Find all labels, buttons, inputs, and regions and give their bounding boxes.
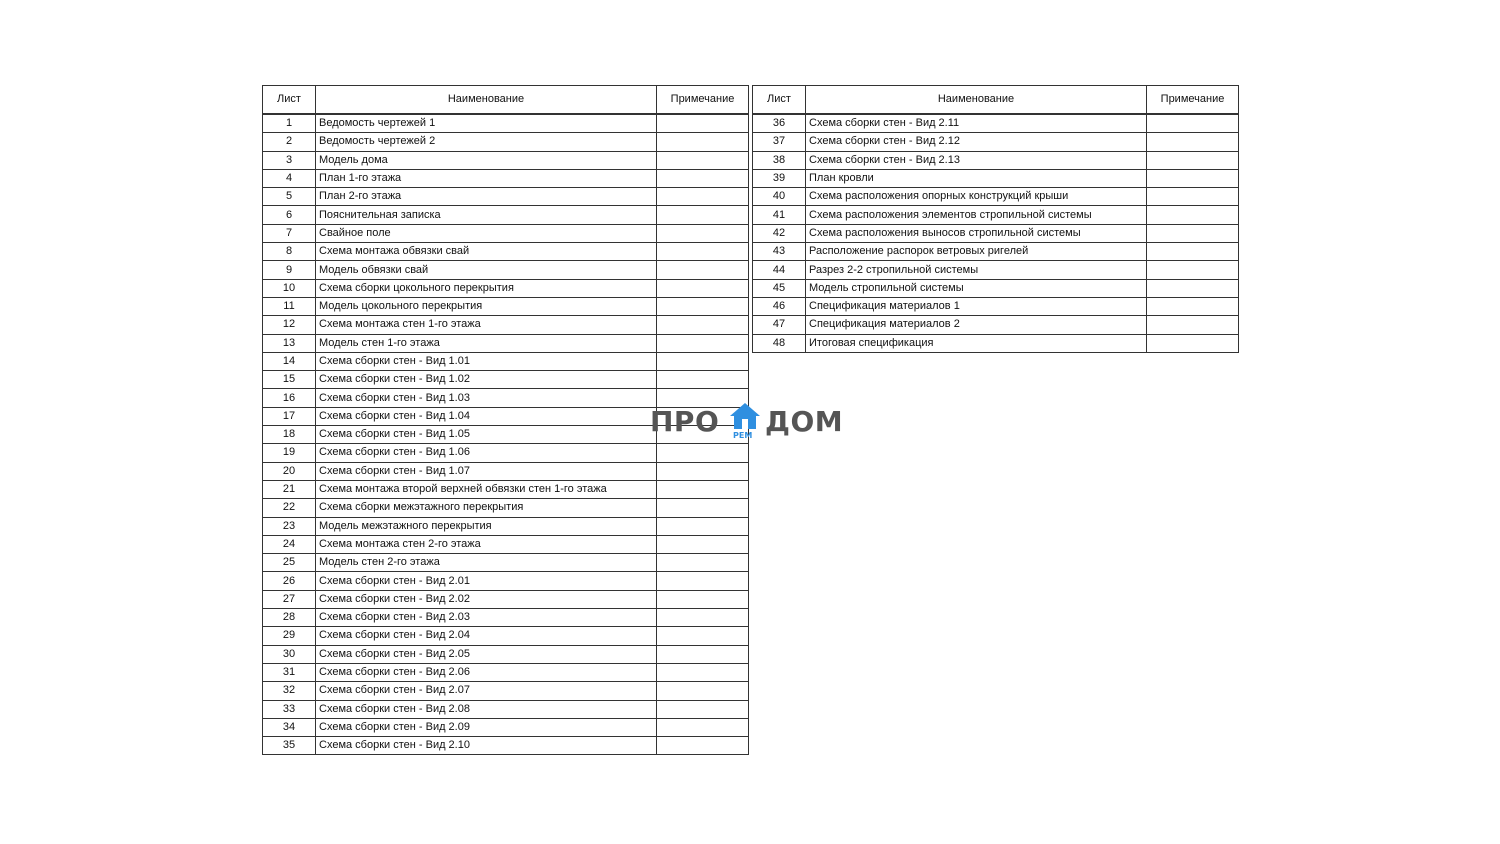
sheet-name-cell: Схема сборки стен - Вид 2.11 [806,114,1147,133]
table-row [263,151,749,169]
table-row [263,535,749,553]
sheet-name-cell: Схема монтажа второй верхней обвязки стен 1-го этажа [316,480,657,498]
sheet-name-cell: Модель цокольного перекрытия [316,297,657,315]
table-row [263,462,749,480]
sheet-note-cell [657,645,749,663]
table-header-row [753,86,1239,115]
sheet-name-cell: Схема расположения выносов стропильной системы [806,224,1147,242]
sheet-number-cell: 25 [263,554,316,572]
sheet-note-cell [1147,169,1239,187]
table-row [263,188,749,206]
sheet-number-cell: 44 [753,261,806,279]
table-row [263,737,749,755]
sheet-number-cell: 40 [753,188,806,206]
sheet-name-cell: Свайное поле [316,224,657,242]
table-row [753,114,1239,133]
sheet-name-cell: Схема сборки стен - Вид 1.05 [316,426,657,444]
sheet-note-cell [657,718,749,736]
table-row [263,499,749,517]
sheet-name-cell: Схема сборки стен - Вид 2.04 [316,627,657,645]
sheet-name-cell: Модель стен 1-го этажа [316,334,657,352]
sheet-note-cell [657,151,749,169]
sheet-name-cell: План 1-го этажа [316,169,657,187]
sheet-name-cell: Схема сборки стен - Вид 1.07 [316,462,657,480]
sheet-number-cell: 17 [263,407,316,425]
sheet-name-cell: Схема сборки стен - Вид 2.12 [806,133,1147,151]
sheet-name-cell: Ведомость чертежей 1 [316,114,657,133]
sheet-name-cell: Схема сборки стен - Вид 2.08 [316,700,657,718]
sheet-number-cell: 7 [263,224,316,242]
sheet-note-cell [1147,151,1239,169]
sheet-number-cell: 23 [263,517,316,535]
table-row [753,261,1239,279]
sheet-note-cell [1147,133,1239,151]
table-row [263,444,749,462]
sheet-name-cell: Расположение распорок ветровых ригелей [806,243,1147,261]
sheet-number-cell: 8 [263,243,316,261]
sheet-number-cell: 2 [263,133,316,151]
sheet-name-cell: Схема сборки стен - Вид 2.03 [316,609,657,627]
sheet-name-cell: Спецификация материалов 1 [806,297,1147,315]
sheet-name-cell: Модель дома [316,151,657,169]
sheet-name-cell: Схема сборки стен - Вид 2.06 [316,663,657,681]
sheet-number-cell: 34 [263,718,316,736]
table-row [263,572,749,590]
table-header-row [263,86,749,115]
sheet-name-cell: Схема расположения опорных конструкций крыши [806,188,1147,206]
table-row [263,243,749,261]
table-row [263,682,749,700]
sheet-number-cell: 26 [263,572,316,590]
sheet-name-cell: Схема сборки стен - Вид 2.09 [316,718,657,736]
sheet-number-cell: 13 [263,334,316,352]
sheet-name-cell: План кровли [806,169,1147,187]
sheet-number-cell: 24 [263,535,316,553]
sheet-note-cell [657,169,749,187]
table-row [753,279,1239,297]
sheet-note-cell [657,499,749,517]
sheet-name-cell: Схема монтажа обвязки свай [316,243,657,261]
sheet-number-cell: 22 [263,499,316,517]
sheet-note-cell [1147,224,1239,242]
sheet-note-cell [657,279,749,297]
sheet-name-cell: Схема сборки стен - Вид 2.02 [316,590,657,608]
sheet-number-cell: 39 [753,169,806,187]
table-row [263,297,749,315]
table-row [753,188,1239,206]
sheet-note-cell [657,133,749,151]
sheet-note-cell [657,206,749,224]
table-row [753,133,1239,151]
table-row [263,352,749,370]
table-row [263,261,749,279]
watermark-logo [650,402,850,442]
sheet-note-cell [657,535,749,553]
header-sheet: Лист [753,86,806,115]
sheet-note-cell [1147,114,1239,133]
table-row [753,334,1239,352]
sheet-name-cell: Схема сборки стен - Вид 2.13 [806,151,1147,169]
sheet-name-cell: Пояснительная записка [316,206,657,224]
sheet-note-cell [657,297,749,315]
table-row [263,224,749,242]
sheet-note-cell [1147,261,1239,279]
sheet-note-cell [1147,243,1239,261]
sheet-number-cell: 12 [263,316,316,334]
sheet-note-cell [657,261,749,279]
sheet-number-cell: 31 [263,663,316,681]
sheet-note-cell [657,609,749,627]
sheet-note-cell [657,700,749,718]
sheet-name-cell: План 2-го этажа [316,188,657,206]
sheet-number-cell: 37 [753,133,806,151]
sheet-name-cell: Схема монтажа стен 2-го этажа [316,535,657,553]
sheet-name-cell: Модель межэтажного перекрытия [316,517,657,535]
sheet-name-cell: Схема сборки стен - Вид 2.07 [316,682,657,700]
table-row [263,480,749,498]
sheet-number-cell: 1 [263,114,316,133]
table-row [263,206,749,224]
sheet-number-cell: 47 [753,316,806,334]
sheet-note-cell [657,737,749,755]
sheet-name-cell: Схема монтажа стен 1-го этажа [316,316,657,334]
sheet-note-cell [657,663,749,681]
sheet-name-cell: Схема сборки стен - Вид 2.05 [316,645,657,663]
sheet-name-cell: Схема сборки стен - Вид 1.01 [316,352,657,370]
header-note: Примечание [657,86,749,115]
header-sheet: Лист [263,86,316,115]
table-row [753,224,1239,242]
sheet-name-cell: Схема сборки цокольного перекрытия [316,279,657,297]
table-row [263,169,749,187]
sheet-number-cell: 14 [263,352,316,370]
sheet-note-cell [1147,279,1239,297]
sheet-number-cell: 35 [263,737,316,755]
sheet-number-cell: 41 [753,206,806,224]
table-row [753,316,1239,334]
sheet-note-cell [657,352,749,370]
sheet-note-cell [657,462,749,480]
sheet-number-cell: 43 [753,243,806,261]
sheet-number-cell: 11 [263,297,316,315]
watermark-text-right: ДОМ [765,405,844,438]
sheet-name-cell: Схема сборки стен - Вид 1.03 [316,389,657,407]
sheet-note-cell [657,444,749,462]
sheet-number-cell: 27 [263,590,316,608]
table-row [753,151,1239,169]
sheet-number-cell: 4 [263,169,316,187]
table-row [263,663,749,681]
header-note: Примечание [1147,86,1239,115]
sheet-note-cell [1147,188,1239,206]
table-row [263,645,749,663]
sheet-note-cell [1147,316,1239,334]
sheet-number-cell: 15 [263,371,316,389]
sheet-number-cell: 29 [263,627,316,645]
sheet-number-cell: 28 [263,609,316,627]
sheet-name-cell: Разрез 2-2 стропильной системы [806,261,1147,279]
sheet-number-cell: 19 [263,444,316,462]
sheet-name-cell: Модель обвязки свай [316,261,657,279]
sheet-number-cell: 33 [263,700,316,718]
sheet-number-cell: 30 [263,645,316,663]
table-row [753,243,1239,261]
table-row [263,554,749,572]
sheet-name-cell: Схема сборки стен - Вид 1.04 [316,407,657,425]
sheet-name-cell: Схема сборки стен - Вид 1.06 [316,444,657,462]
sheet-note-cell [1147,206,1239,224]
sheet-note-cell [657,114,749,133]
table-row [263,517,749,535]
sheet-note-cell [657,316,749,334]
sheet-name-cell: Модель стен 2-го этажа [316,554,657,572]
sheet-note-cell [657,572,749,590]
table-row [263,627,749,645]
table-row [263,590,749,608]
sheet-note-cell [1147,334,1239,352]
sheet-number-cell: 6 [263,206,316,224]
sheet-note-cell [657,480,749,498]
sheet-number-cell: 36 [753,114,806,133]
table-row [753,297,1239,315]
house-icon [729,402,761,430]
sheet-number-cell: 48 [753,334,806,352]
table-row [263,279,749,297]
sheet-name-cell: Схема сборки межэтажного перекрытия [316,499,657,517]
sheet-note-cell [657,334,749,352]
table-row [753,206,1239,224]
sheet-note-cell [657,627,749,645]
sheet-note-cell [657,682,749,700]
sheet-name-cell: Схема сборки стен - Вид 2.10 [316,737,657,755]
sheet-number-cell: 38 [753,151,806,169]
table-row [263,718,749,736]
sheet-number-cell: 45 [753,279,806,297]
sheet-name-cell: Схема сборки стен - Вид 2.01 [316,572,657,590]
sheet-note-cell [657,590,749,608]
sheet-number-cell: 21 [263,480,316,498]
header-name: Наименование [806,86,1147,115]
sheet-name-cell: Модель стропильной системы [806,279,1147,297]
sheet-note-cell [657,243,749,261]
sheet-note-cell [657,517,749,535]
sheet-number-cell: 16 [263,389,316,407]
sheet-note-cell [657,371,749,389]
watermark-subtext: РЕМ [733,431,753,440]
sheet-number-cell: 46 [753,297,806,315]
sheet-name-cell: Ведомость чертежей 2 [316,133,657,151]
sheet-number-cell: 42 [753,224,806,242]
sheet-note-cell [657,188,749,206]
sheet-name-cell: Итоговая спецификация [806,334,1147,352]
watermark-text-left: ПРО [650,405,720,438]
sheet-number-cell: 9 [263,261,316,279]
sheet-number-cell: 10 [263,279,316,297]
table-row [263,316,749,334]
sheet-number-cell: 18 [263,426,316,444]
sheet-number-cell: 32 [263,682,316,700]
sheet-number-cell: 5 [263,188,316,206]
sheet-name-cell: Спецификация материалов 2 [806,316,1147,334]
drawings-list-table-right [752,85,1239,353]
sheet-name-cell: Схема сборки стен - Вид 1.02 [316,371,657,389]
sheet-name-cell: Схема расположения элементов стропильной системы [806,206,1147,224]
table-row [263,609,749,627]
sheet-number-cell: 20 [263,462,316,480]
sheet-note-cell [657,554,749,572]
table-row [263,114,749,133]
table-row [753,169,1239,187]
header-name: Наименование [316,86,657,115]
table-row [263,700,749,718]
table-row [263,133,749,151]
table-row [263,334,749,352]
sheet-number-cell: 3 [263,151,316,169]
table-row [263,371,749,389]
sheet-note-cell [657,224,749,242]
sheet-note-cell [1147,297,1239,315]
